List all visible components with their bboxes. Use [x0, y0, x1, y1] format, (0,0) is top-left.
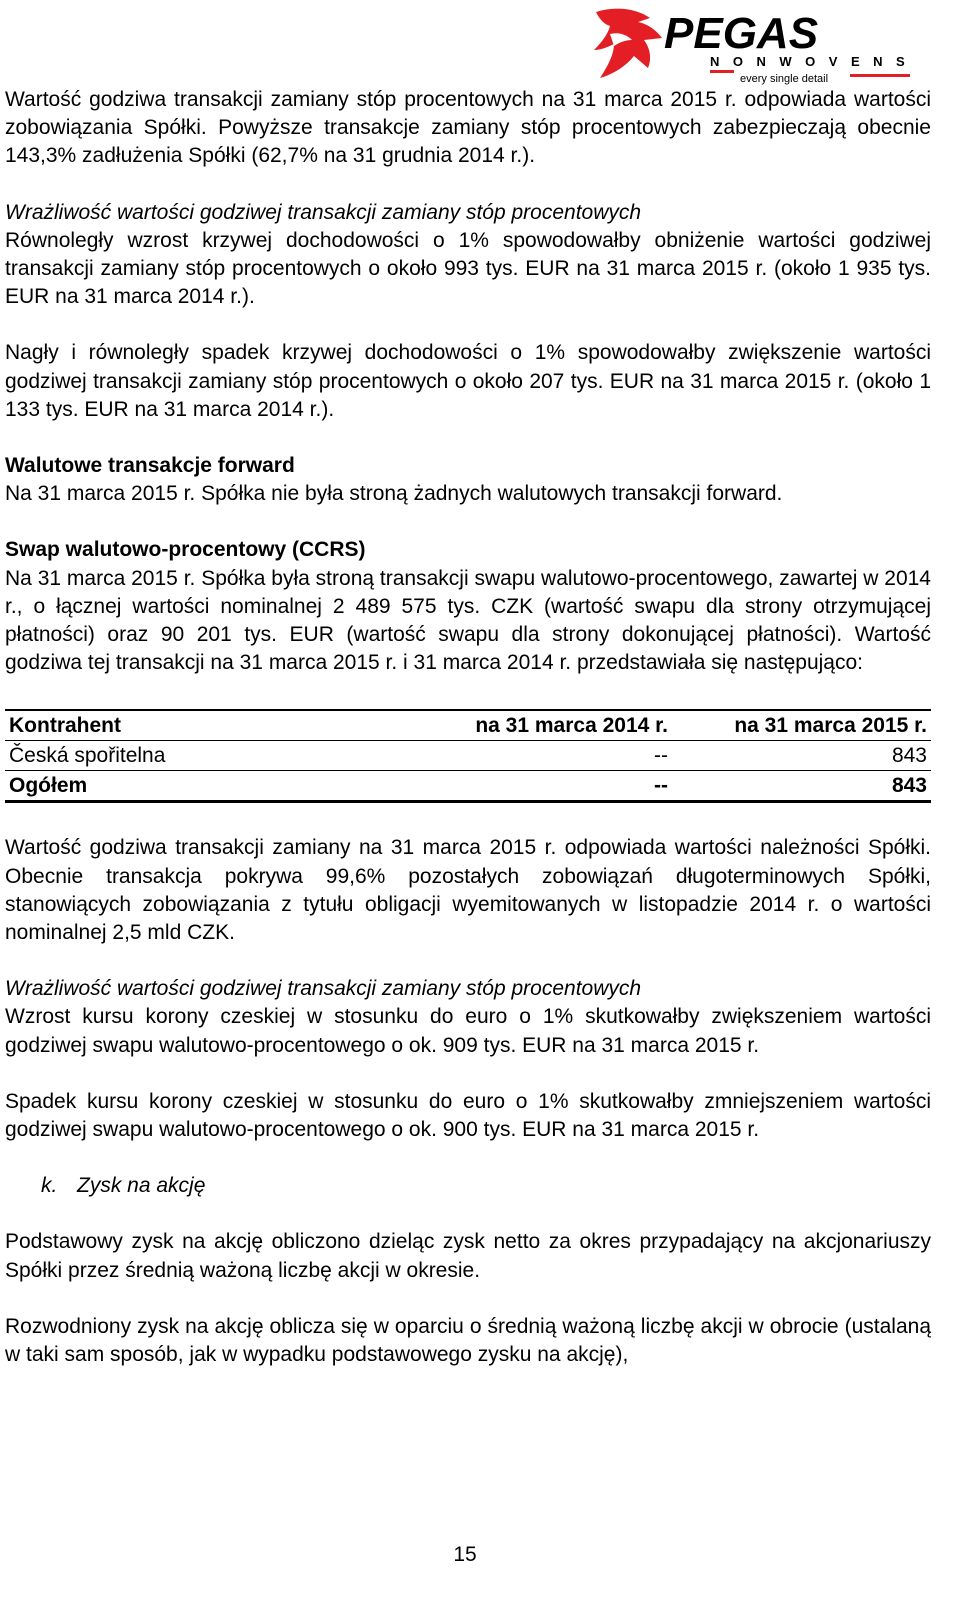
pegas-logo-graphic — [592, 4, 932, 86]
sensitivity-heading-2: Wrażliwość wartości godziwej transakcji zamiany stóp procentowych — [5, 977, 642, 1001]
ccrs-fair-value-table — [5, 709, 931, 803]
pegas-nonwovens-logo — [592, 4, 932, 86]
sensitivity-2-paragraph-1: Wzrost kursu korony czeskiej w stosunku do euro o 1% skutkowałby zwiększeniem wartości godziwej swapu walutowo-procentowego o ok. 909 tys. EUR na 31 marca 2015 r. — [5, 1005, 931, 1057]
table-total-2015: 843 — [672, 771, 931, 802]
section-k-heading — [5, 1172, 931, 1200]
ccrs-heading: Swap walutowo-procentowy (CCRS) — [5, 538, 366, 562]
document-body — [5, 86, 931, 1369]
swap-fair-value-paragraph: Wartość godziwa transakcji zamiany stóp procentowych na 31 marca 2015 r. odpowiada wartości zobowiązania Spółki. Powyższe transakcje zamiany stóp procentowych zabezpieczają obecnie 143,3% zadłużenia Spółki (62,7% na 31 grudnia 2014 r.). — [5, 88, 931, 168]
table-total-label: Ogółem — [5, 771, 413, 802]
table-header-counterparty: Kontrahent — [5, 710, 413, 741]
logo-brand: PEGAS — [664, 9, 819, 58]
sensitivity-1-paragraph-1: Równoległy wzrost krzywej dochodowości o 1% spowodowałby obniżenie wartości godziwej transakcji zamiany stóp procentowych o około 993 tys. EUR na 31 marca 2015 r. (około 1 935 tys. EUR na 31 marca 2014 r.). — [5, 228, 931, 309]
table-cell-name: Česká spořitelna — [5, 741, 413, 771]
table-header-2014: na 31 marca 2014 r. — [413, 710, 672, 741]
section-k-letter: k. — [41, 1174, 58, 1198]
page-number: 15 — [453, 1543, 477, 1566]
sensitivity-2-paragraph-2: Spadek kursu korony czeskiej w stosunku do euro o 1% skutkowałby zmniejszeniem wartości godziwej swapu walutowo-procentowego o ok. 900 tys. EUR na 31 marca 2015 r. — [5, 1089, 931, 1142]
ccrs-paragraph: Na 31 marca 2015 r. Spółka była stroną transakcji swapu walutowo-procentowego, zawartej w 2014 r., o łącznej wartości nominalnej 2 489 575 tys. CZK (wartość swapu dla strony otrzymującej płatności) oraz 90 201 tys. EUR (wartość swapu dla strony dokonującej płatności). Wartość godziwa tej transakcji na 31 marca 2015 r. i 31 marca 2014 r. przedstawiała się następująco: — [5, 566, 931, 675]
table-header-2015: na 31 marca 2015 r. — [672, 710, 931, 741]
sensitivity-1-paragraph-2: Nagły i równoległy spadek krzywej dochodowości o 1% spowodowałby zwiększenie wartości godziwej transakcji zamiany stóp procentowych o około 207 tys. EUR na 31 marca 2015 r. (około 1 133 tys. EUR na 31 marca 2014 r.). — [5, 341, 931, 421]
table-row — [5, 741, 931, 771]
section-k-title: Zysk na akcję — [77, 1174, 206, 1198]
table-cell-2014: -- — [413, 741, 672, 771]
eps-basic-paragraph: Podstawowy zysk na akcję obliczono dzieląc zysk netto za okres przypadający na akcjonariuszy Spółki przez średnią ważoną liczbę akcji w okresie. — [5, 1230, 931, 1282]
after-table-paragraph: Wartość godziwa transakcji zamiany na 31 marca 2015 r. odpowiada wartości należności Spółki. Obecnie transakcja pokrywa 99,6% pozostałych zobowiązań długoterminowych Spółki, stanowiących zobowiązania z tytułu obligacji wyemitowanych w listopadzie 2014 r. o wartości nominalnej 2,5 mld CZK. — [5, 836, 931, 945]
sensitivity-heading-1: Wrażliwość wartości godziwej transakcji zamiany stóp procentowych — [5, 200, 642, 224]
table-total-row — [5, 771, 931, 802]
forward-paragraph: Na 31 marca 2015 r. Spółka nie była stroną żadnych walutowych transakcji forward. — [5, 482, 783, 506]
forward-heading: Walutowe transakcje forward — [5, 454, 295, 478]
logo-tagline: every single detail — [740, 73, 829, 85]
logo-sub: NONWOVENS — [710, 54, 919, 69]
eps-diluted-paragraph: Rozwodniony zysk na akcję oblicza się w oparciu o średnią ważoną liczbę akcji w obrocie (ustalaną w taki sam sposób, jak w wypadku podstawowego zysku na akcję), — [5, 1314, 931, 1367]
table-cell-2015: 843 — [672, 741, 931, 771]
table-total-2014: -- — [413, 771, 672, 802]
table-header-row — [5, 710, 931, 741]
